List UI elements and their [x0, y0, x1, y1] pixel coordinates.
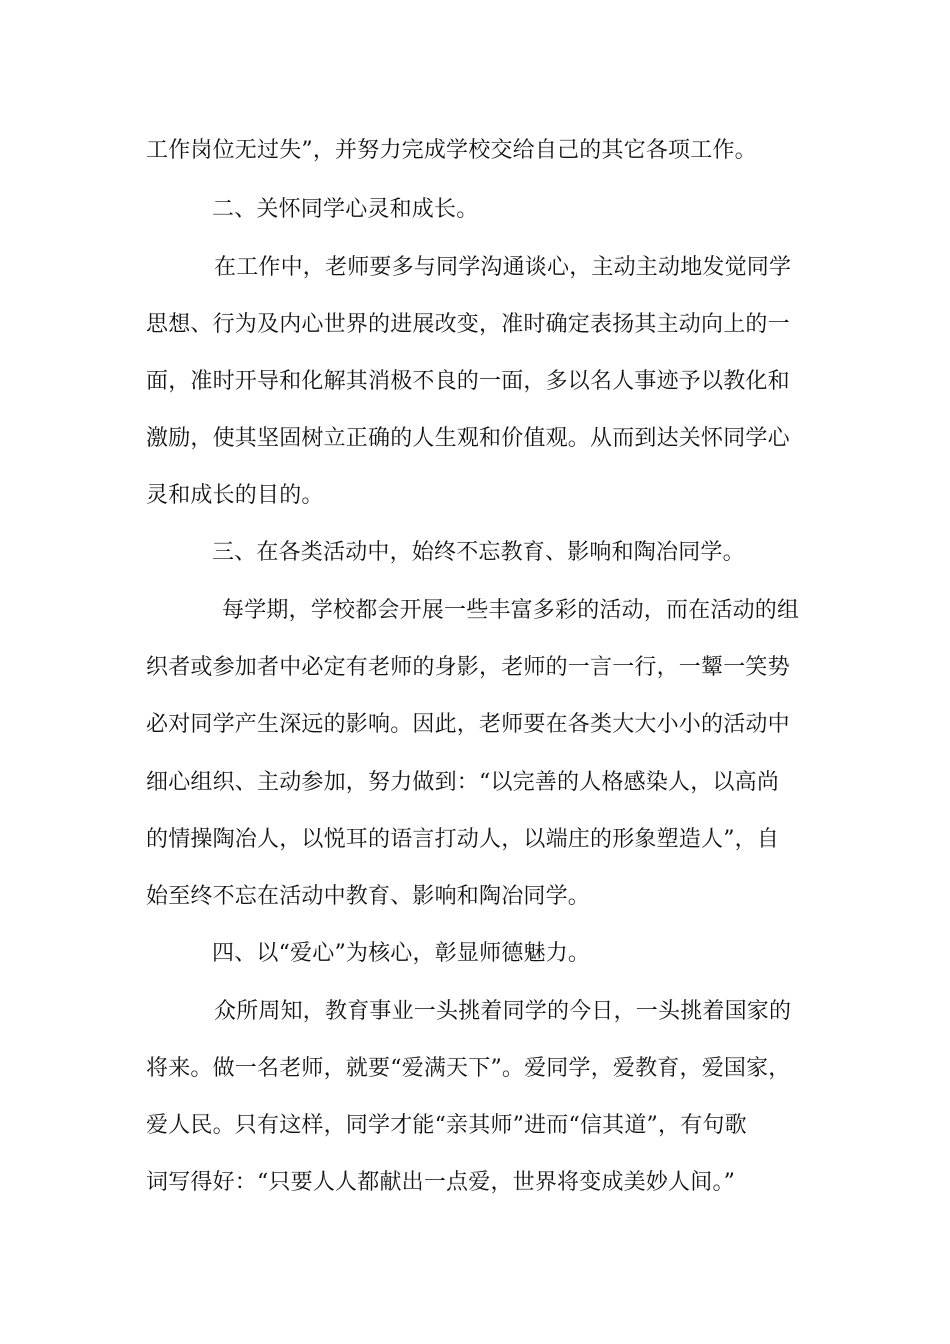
text-line: 工作岗位无过失”，并努力完成学校交给自己的其它各项工作。 [146, 138, 757, 163]
text-line: 将来。做一名老师，就要“爱满天下”。爱同学，爱教育，爱国家， [146, 1056, 791, 1081]
text-line: 思想、行为及内心世界的进展改变，准时确定表扬其主动向上的一 [146, 312, 790, 337]
text-line: 的情操陶冶人，以悦耳的语言打动人，以端庄的形象塑造人”，自 [146, 827, 780, 852]
text-line: 词写得好：“只要人人都献出一点爱，世界将变成美妙人间。” [146, 1170, 736, 1195]
text-line: 织者或参加者中必定有老师的身影，老师的一言一行，一颦一笑势 [146, 655, 790, 680]
text-line: 众所周知，教育事业一头挑着同学的今日，一头挑着国家的 [214, 999, 792, 1024]
text-line: 灵和成长的目的。 [146, 483, 324, 508]
text-line: 始至终不忘在活动中教育、影响和陶冶同学。 [146, 884, 591, 909]
section-heading: 二、关怀同学心灵和成长。 [212, 197, 479, 222]
text-line: 必对同学产生深远的影响。因此，老师要在各类大大小小的活动中 [146, 712, 790, 737]
section-heading: 四、以“爱心”为核心，彰显师德魅力。 [212, 941, 591, 966]
text-line: 面，准时开导和化解其消极不良的一面，多以名人事迹予以教化和 [146, 369, 790, 394]
text-line: 爱人民。只有这样，同学才能“亲其师”进而“信其道”，有句歌 [146, 1113, 747, 1138]
text-line: 细心组织、主动参加，努力做到：“以完善的人格感染人，以高尚 [146, 770, 780, 795]
text-line: 在工作中，老师要多与同学沟通谈心，主动主动地发觉同学 [214, 255, 792, 280]
text-line: 每学期，学校都会开展一些丰富多彩的活动，而在活动的组 [222, 598, 800, 623]
text-line: 激励，使其坚固树立正确的人生观和价值观。从而到达关怀同学心 [146, 426, 790, 451]
section-heading: 三、在各类活动中，始终不忘教育、影响和陶冶同学。 [212, 540, 745, 565]
